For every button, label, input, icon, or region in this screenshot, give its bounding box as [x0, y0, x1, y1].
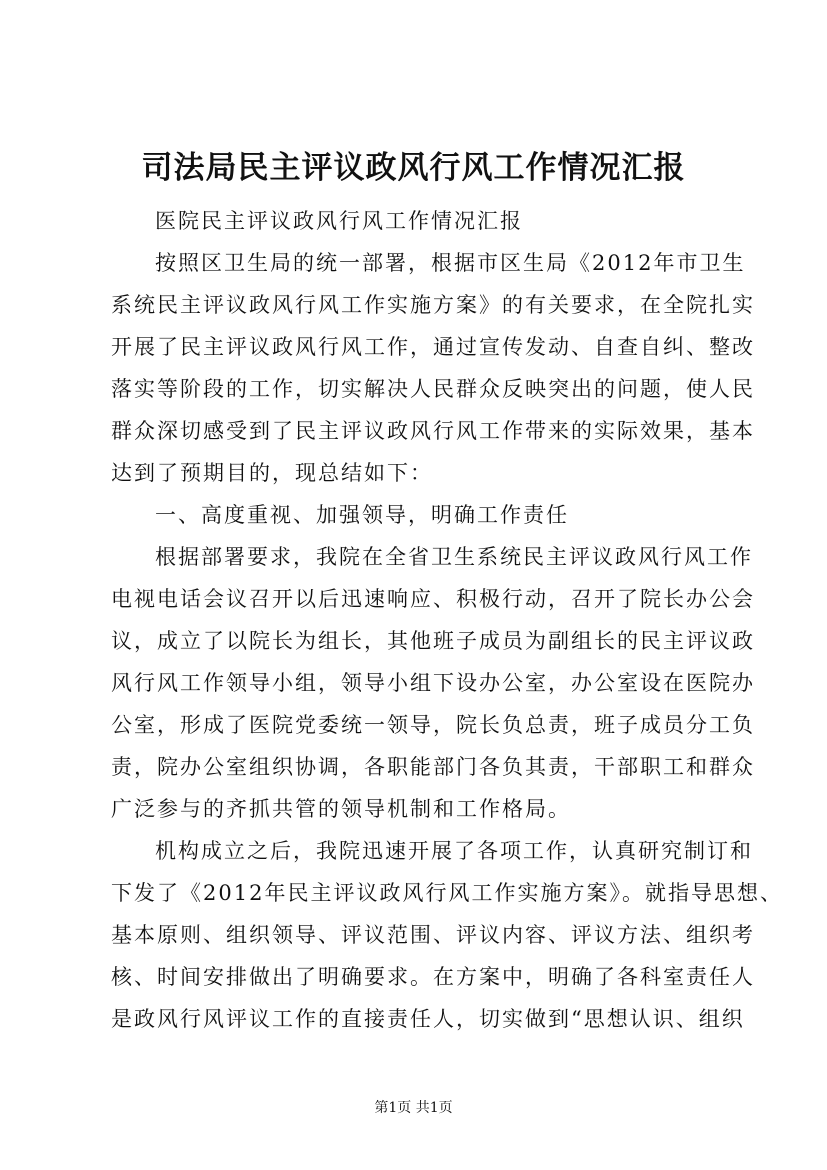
- text-line: 核、时间安排做出了明确要求。在方案中，明确了各科室责任人: [111, 965, 755, 989]
- text-line: 是政风行风评议工作的直接责任人，切实做到“思想认识、组织: [111, 1007, 745, 1031]
- text-line: 根据部署要求，我院在全省卫生系统民主评议政风行风工作: [155, 545, 753, 569]
- document-body: [111, 200, 783, 1040]
- text-line: 电视电话会议召开以后迅速响应、积极行动，召开了院长办公会: [111, 587, 755, 611]
- text-line: 下发了《2012年民主评议政风行风工作实施方案》。就指导思想、: [111, 881, 783, 905]
- section-heading: 一、高度重视、加强领导，明确工作责任: [155, 503, 569, 527]
- subtitle-line: 医院民主评议政风行风工作情况汇报: [155, 209, 523, 233]
- text-line: 落实等阶段的工作，切实解决人民群众反映突出的问题，使人民: [111, 377, 755, 401]
- text-line: 责，院办公室组织协调，各职能部门各负其责，干部职工和群众: [111, 755, 755, 779]
- text-line: 机构成立之后，我院迅速开展了各项工作，认真研究制订和: [155, 839, 753, 863]
- text-line: 议，成立了以院长为组长，其他班子成员为副组长的民主评议政: [111, 629, 755, 653]
- text-line: 按照区卫生局的统一部署，根据市区生局《2012年市卫生: [155, 251, 746, 275]
- page-footer: 第1页 共1页: [374, 1100, 453, 1116]
- text-line: 公室，形成了医院党委统一领导，院长负总责，班子成员分工负: [111, 713, 755, 737]
- text-line: 达到了预期目的，现总结如下：: [111, 461, 433, 485]
- document-title: 司法局民主评议政风行风工作情况汇报: [141, 150, 686, 186]
- text-line: 系统民主评议政风行风工作实施方案》的有关要求，在全院扎实: [111, 293, 755, 317]
- text-line: 风行风工作领导小组，领导小组下设办公室，办公室设在医院办: [111, 671, 755, 695]
- text-line: 广泛参与的齐抓共管的领导机制和工作格局。: [111, 797, 571, 821]
- text-line: 开展了民主评议政风行风工作，通过宣传发动、自查自纠、整改: [111, 335, 755, 359]
- text-line: 群众深切感受到了民主评议政风行风工作带来的实际效果，基本: [111, 419, 755, 443]
- text-line: 基本原则、组织领导、评议范围、评议内容、评议方法、组织考: [111, 923, 755, 947]
